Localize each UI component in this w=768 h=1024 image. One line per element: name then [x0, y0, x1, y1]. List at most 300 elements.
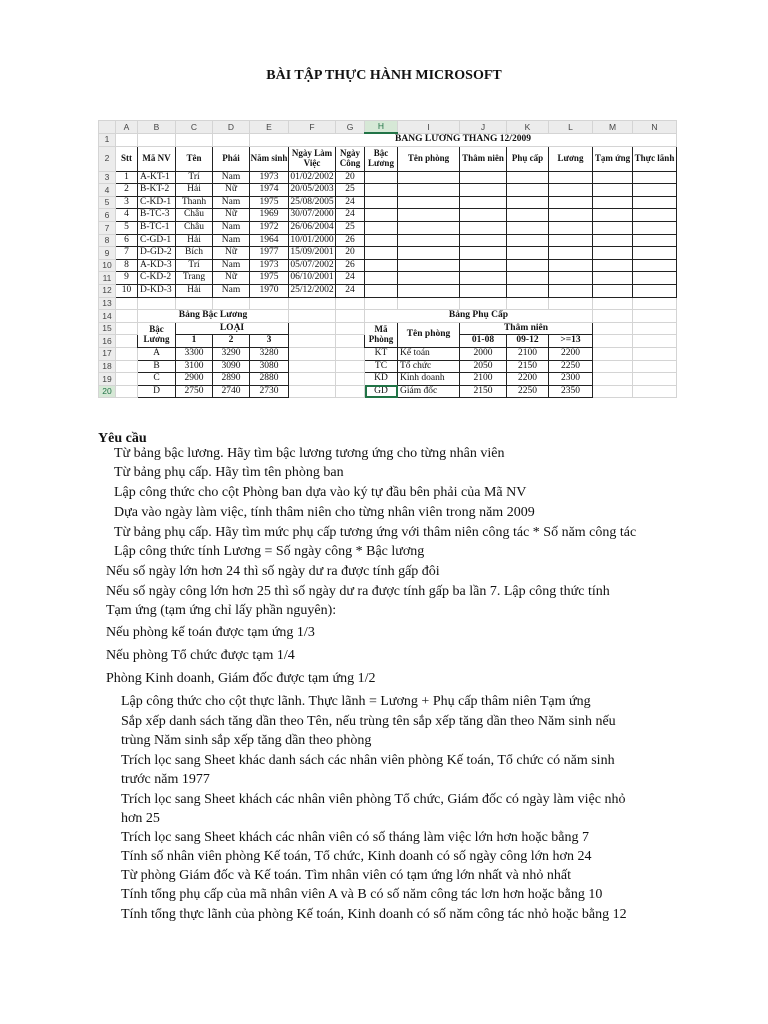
salary-table-header: Ngày Công [336, 146, 365, 171]
salary-cell: 25 [336, 184, 365, 197]
salary-cell [365, 184, 398, 197]
salary-cell: Thanh [176, 196, 213, 209]
row-number: 15 [99, 322, 116, 335]
sheet-cell [116, 360, 138, 373]
salary-cell: 24 [336, 196, 365, 209]
allowance-header: 01-08 [460, 335, 507, 348]
salary-cell: C-KD-2 [138, 272, 176, 285]
salary-cell [460, 221, 507, 234]
salary-cell [507, 184, 549, 197]
salary-cell: 20/05/2003 [289, 184, 336, 197]
salary-cell [633, 259, 677, 272]
sheet-cell [213, 133, 250, 146]
salary-cell: Nữ [213, 247, 250, 260]
salary-cell [507, 272, 549, 285]
salary-cell [593, 284, 633, 297]
salary-cell: 15/09/2001 [289, 247, 336, 260]
requirement-line: Nếu phòng Tổ chức được tạm 1/4 [106, 648, 295, 663]
requirement-line: trước năm 1977 [121, 772, 210, 787]
salary-cell [398, 171, 460, 184]
sheet-cell [336, 360, 365, 373]
row-number: 19 [99, 373, 116, 386]
salary-cell [549, 284, 593, 297]
salary-grade-cell: 3100 [176, 360, 213, 373]
salary-cell: Trí [176, 171, 213, 184]
salary-cell [549, 221, 593, 234]
requirement-line: Trích lọc sang Sheet khác danh sách các nhân viên phòng Kế toán, Tổ chức có năm sinh [121, 753, 615, 768]
salary-cell [365, 247, 398, 260]
salary-cell: A-KT-1 [138, 171, 176, 184]
salary-table-header: Mã NV [138, 146, 176, 171]
salary-cell: 26 [336, 234, 365, 247]
salary-grade-cell: 2740 [213, 385, 250, 398]
salary-grade-cell: 3290 [213, 347, 250, 360]
sheet-cell [116, 373, 138, 386]
row-number: 13 [99, 297, 116, 310]
sheet-cell [593, 310, 633, 323]
allowance-cell: 2200 [507, 373, 549, 386]
row-number: 14 [99, 310, 116, 323]
sheet-cell [289, 322, 336, 335]
column-header: D [213, 121, 250, 134]
allowance-cell: KD [365, 373, 398, 386]
row-number: 1 [99, 133, 116, 146]
requirement-line: Từ bảng phụ cấp. Hãy tìm mức phụ cấp tương ứng với thâm niên công tác * Số năm công tác [114, 525, 637, 540]
salary-cell: 24 [336, 272, 365, 285]
salary-cell: 1974 [250, 184, 289, 197]
salary-grade-cell: D [138, 385, 176, 398]
salary-cell [507, 234, 549, 247]
sheet-cell [116, 133, 138, 146]
salary-cell [593, 259, 633, 272]
row-number: 10 [99, 259, 116, 272]
requirement-line: Nếu số ngày lớn hơn 24 thì số ngày dư ra được tính gấp đôi [106, 564, 440, 579]
spreadsheet-image [98, 120, 677, 398]
salary-cell [460, 209, 507, 222]
allowance-table-title: Bảng Phụ Cấp [365, 310, 593, 323]
salary-cell [633, 196, 677, 209]
salary-table-header: Thâm niên [460, 146, 507, 171]
salary-cell [549, 184, 593, 197]
requirement-line: Phòng Kinh doanh, Giám đốc được tạm ứng 1/2 [106, 671, 376, 686]
requirement-line: Từ bảng phụ cấp. Hãy tìm tên phòng ban [114, 465, 344, 480]
salary-cell: 1969 [250, 209, 289, 222]
salary-grade-cell: 2900 [176, 373, 213, 386]
salary-cell: Nam [213, 259, 250, 272]
salary-cell [633, 247, 677, 260]
requirement-line: Lập công thức cho cột Phòng ban dựa vào ký tự đầu bên phải của Mã NV [114, 485, 527, 500]
salary-grade-header: LOẠI [176, 322, 289, 335]
column-header: N [633, 121, 677, 134]
sheet-cell [336, 335, 365, 348]
salary-cell: Nam [213, 171, 250, 184]
salary-cell: 5 [116, 221, 138, 234]
salary-grade-cell: B [138, 360, 176, 373]
sheet-cell [633, 385, 677, 398]
salary-cell: 8 [116, 259, 138, 272]
salary-cell: D-KD-3 [138, 284, 176, 297]
salary-cell [593, 184, 633, 197]
allowance-header: Mã Phòng [365, 322, 398, 347]
salary-grade-cell: 3090 [213, 360, 250, 373]
salary-cell [398, 209, 460, 222]
salary-cell: 7 [116, 247, 138, 260]
salary-cell: 1972 [250, 221, 289, 234]
row-number: 20 [99, 385, 116, 398]
salary-table-header: Tạm ứng [593, 146, 633, 171]
sheet-cell [336, 347, 365, 360]
allowance-cell: 2150 [507, 360, 549, 373]
allowance-cell: 2250 [507, 385, 549, 398]
sheet-cell [289, 297, 336, 310]
salary-table-header: Tên [176, 146, 213, 171]
requirement-line: Trích lọc sang Sheet khách các nhân viên có số tháng làm việc lớn hơn hoặc bằng 7 [121, 830, 589, 845]
sheet-cell [116, 385, 138, 398]
salary-grade-cell: 2890 [213, 373, 250, 386]
allowance-cell: 2050 [460, 360, 507, 373]
salary-cell [365, 221, 398, 234]
column-header: K [507, 121, 549, 134]
sheet-cell [336, 322, 365, 335]
salary-cell [507, 196, 549, 209]
sheet-cell [138, 133, 176, 146]
allowance-cell: 2300 [549, 373, 593, 386]
sheet-cell [593, 322, 633, 335]
salary-cell [460, 247, 507, 260]
salary-cell [507, 209, 549, 222]
column-header: E [250, 121, 289, 134]
requirement-line: Nếu phòng kế toán được tạm ứng 1/3 [106, 625, 315, 640]
salary-cell [365, 259, 398, 272]
salary-cell [365, 272, 398, 285]
salary-cell [593, 272, 633, 285]
salary-cell [549, 209, 593, 222]
salary-cell: 1977 [250, 247, 289, 260]
row-number: 4 [99, 184, 116, 197]
salary-cell: 1975 [250, 196, 289, 209]
salary-cell: Hải [176, 284, 213, 297]
sheet-cell [176, 133, 213, 146]
salary-cell [460, 259, 507, 272]
salary-cell: 6 [116, 234, 138, 247]
salary-grade-cell: 3280 [250, 347, 289, 360]
allowance-header: Thâm niên [460, 322, 593, 335]
sheet-cell [336, 310, 365, 323]
salary-cell: 24 [336, 284, 365, 297]
column-header: M [593, 121, 633, 134]
sheet-cell [116, 335, 138, 348]
row-number: 3 [99, 171, 116, 184]
sheet-cell [593, 360, 633, 373]
salary-cell: 20 [336, 171, 365, 184]
salary-cell [507, 221, 549, 234]
salary-cell: Châu [176, 209, 213, 222]
row-number: 16 [99, 335, 116, 348]
requirement-line: Từ bảng bậc lương. Hãy tìm bậc lương tương ứng cho từng nhân viên [114, 446, 505, 461]
sheet-cell [336, 297, 365, 310]
salary-cell: 9 [116, 272, 138, 285]
requirement-line: Nếu số ngày công lớn hơn 25 thì số ngày dư ra được tính gấp ba lần 7. Lập công thức tính [106, 584, 610, 599]
salary-cell [549, 259, 593, 272]
salary-cell [398, 184, 460, 197]
salary-cell: 30/07/2000 [289, 209, 336, 222]
row-number: 7 [99, 221, 116, 234]
salary-cell [593, 234, 633, 247]
sheet-cell [593, 385, 633, 398]
salary-cell [460, 234, 507, 247]
salary-cell [460, 184, 507, 197]
row-number: 12 [99, 284, 116, 297]
salary-grade-cell: 3300 [176, 347, 213, 360]
salary-cell [398, 221, 460, 234]
requirements-heading: Yêu cầu [98, 431, 147, 446]
sheet-cell [289, 360, 336, 373]
allowance-cell: Kế toán [398, 347, 460, 360]
sheet-cell [289, 335, 336, 348]
salary-cell [549, 272, 593, 285]
salary-cell [549, 196, 593, 209]
salary-cell [549, 171, 593, 184]
salary-cell: 1973 [250, 171, 289, 184]
sheet-cell [176, 297, 213, 310]
salary-cell: Nữ [213, 184, 250, 197]
sheet-cell [593, 373, 633, 386]
salary-cell: 10/01/2000 [289, 234, 336, 247]
allowance-cell: 2350 [549, 385, 593, 398]
salary-cell: Nam [213, 221, 250, 234]
sheet-cell [250, 297, 289, 310]
salary-cell [507, 259, 549, 272]
salary-cell [633, 184, 677, 197]
salary-cell: 1975 [250, 272, 289, 285]
sheet-cell [633, 335, 677, 348]
salary-cell: Nam [213, 234, 250, 247]
salary-cell [633, 171, 677, 184]
salary-table-header: Ngày Làm Việc [289, 146, 336, 171]
salary-cell [633, 221, 677, 234]
requirement-line: Lập công thức tính Lương = Số ngày công * Bậc lương [114, 544, 425, 559]
column-header: A [116, 121, 138, 134]
salary-cell: Nữ [213, 272, 250, 285]
sheet-cell [633, 347, 677, 360]
allowance-cell: 2000 [460, 347, 507, 360]
salary-table-header: Năm sinh [250, 146, 289, 171]
requirement-line: Trích lọc sang Sheet khách các nhân viên phòng Tổ chức, Giám đốc có ngày làm việc nhỏ [121, 792, 626, 807]
salary-cell: 26/06/2004 [289, 221, 336, 234]
salary-table-header: Thực lãnh [633, 146, 677, 171]
sheet-cell [336, 373, 365, 386]
salary-grade-cell: 2730 [250, 385, 289, 398]
salary-cell [365, 196, 398, 209]
salary-cell [398, 196, 460, 209]
salary-cell [507, 247, 549, 260]
sheet-cell [116, 322, 138, 335]
salary-table-header: Phụ cấp [507, 146, 549, 171]
requirement-line: Dựa vào ngày làm việc, tính thâm niên cho từng nhân viên trong năm 2009 [114, 505, 535, 520]
sheet-cell [593, 297, 633, 310]
sheet-cell [633, 373, 677, 386]
salary-cell [593, 171, 633, 184]
row-number: 17 [99, 347, 116, 360]
salary-cell [593, 196, 633, 209]
salary-cell: Nữ [213, 209, 250, 222]
salary-cell: Trí [176, 259, 213, 272]
salary-cell [365, 234, 398, 247]
salary-cell: 01/02/2002 [289, 171, 336, 184]
page-title: BÀI TẬP THỰC HÀNH MICROSOFT [266, 68, 502, 83]
salary-cell [633, 209, 677, 222]
salary-cell: 25/12/2002 [289, 284, 336, 297]
row-number: 9 [99, 247, 116, 260]
salary-cell [365, 171, 398, 184]
requirement-line: hơn 25 [121, 811, 160, 826]
salary-cell [398, 284, 460, 297]
allowance-header: 09-12 [507, 335, 549, 348]
salary-cell: 1 [116, 171, 138, 184]
salary-cell: 24 [336, 209, 365, 222]
salary-table-header: Phái [213, 146, 250, 171]
salary-grade-cell: A [138, 347, 176, 360]
salary-cell: C-GD-1 [138, 234, 176, 247]
sheet-cell [289, 310, 336, 323]
column-header: I [398, 121, 460, 134]
sheet-cell [633, 310, 677, 323]
salary-cell: D-GD-2 [138, 247, 176, 260]
allowance-cell: Tổ chức [398, 360, 460, 373]
allowance-cell: 2100 [460, 373, 507, 386]
column-header: B [138, 121, 176, 134]
salary-cell: Châu [176, 221, 213, 234]
salary-cell: 3 [116, 196, 138, 209]
salary-cell: B-KT-2 [138, 184, 176, 197]
salary-cell: A-KD-3 [138, 259, 176, 272]
salary-table-header: Stt [116, 146, 138, 171]
requirement-line: Lập công thức cho cột thực lãnh. Thực lãnh = Lương + Phụ cấp thâm niên Tạm ứng [121, 694, 591, 709]
sheet-cell [633, 322, 677, 335]
salary-cell: 20 [336, 247, 365, 260]
sheet-cell [593, 335, 633, 348]
sheet-cell [289, 373, 336, 386]
salary-grade-cell: 3080 [250, 360, 289, 373]
salary-cell: C-KD-1 [138, 196, 176, 209]
row-number: 6 [99, 209, 116, 222]
salary-cell: 26 [336, 259, 365, 272]
salary-cell: Hải [176, 234, 213, 247]
requirement-line: Từ phòng Giám đốc và Kế toán. Tìm nhân viên có tạm ứng lớn nhất và nhỏ nhất [121, 868, 572, 883]
salary-grade-table-title: Bảng Bậc Lương [138, 310, 289, 323]
sheet-cell [593, 347, 633, 360]
salary-cell [507, 284, 549, 297]
column-header: F [289, 121, 336, 134]
allowance-cell: KT [365, 347, 398, 360]
allowance-cell: GD [365, 385, 398, 398]
sheet-cell [460, 297, 507, 310]
sheet-cell [549, 297, 593, 310]
sheet-cell [213, 297, 250, 310]
column-header: L [549, 121, 593, 134]
row-number: 18 [99, 360, 116, 373]
column-header: H [365, 121, 398, 134]
salary-cell [365, 284, 398, 297]
salary-table-header: Lương [549, 146, 593, 171]
requirement-line: Tính số nhân viên phòng Kế toán, Tổ chức, Kinh doanh có số ngày công lớn hơn 24 [121, 849, 592, 864]
sheet-cell [398, 297, 460, 310]
sheet-cell [289, 347, 336, 360]
salary-cell [593, 221, 633, 234]
salary-cell [633, 234, 677, 247]
salary-cell: 25/08/2005 [289, 196, 336, 209]
allowance-cell: 2250 [549, 360, 593, 373]
salary-cell: 25 [336, 221, 365, 234]
salary-cell: B-TC-3 [138, 209, 176, 222]
allowance-header: >=13 [549, 335, 593, 348]
salary-grade-header: 2 [213, 335, 250, 348]
salary-cell [593, 247, 633, 260]
select-all-corner [99, 121, 116, 134]
row-number: 8 [99, 234, 116, 247]
salary-cell [460, 284, 507, 297]
column-header: G [336, 121, 365, 134]
salary-cell: Bích [176, 247, 213, 260]
salary-cell [460, 272, 507, 285]
salary-cell: 1964 [250, 234, 289, 247]
sheet-cell [289, 385, 336, 398]
salary-grade-cell: C [138, 373, 176, 386]
salary-cell: Trang [176, 272, 213, 285]
sheet-cell [116, 310, 138, 323]
sheet-cell [365, 297, 398, 310]
salary-cell: B-TC-1 [138, 221, 176, 234]
salary-cell: Hải [176, 184, 213, 197]
salary-cell: 4 [116, 209, 138, 222]
column-header: C [176, 121, 213, 134]
sheet-cell [116, 297, 138, 310]
allowance-cell: 2150 [460, 385, 507, 398]
salary-cell [460, 171, 507, 184]
salary-cell [549, 234, 593, 247]
allowance-cell: Kinh doanh [398, 373, 460, 386]
salary-table-title: BẢNG LƯƠNG THÁNG 12/2009 [250, 133, 677, 146]
requirement-line: Sắp xếp danh sách tăng dần theo Tên, nếu trùng tên sắp xếp tăng dần theo Năm sinh nếu [121, 714, 616, 729]
salary-cell [398, 234, 460, 247]
salary-cell: Nam [213, 196, 250, 209]
allowance-cell: 2200 [549, 347, 593, 360]
salary-cell [460, 196, 507, 209]
allowance-header: Tên phòng [398, 322, 460, 347]
salary-cell: 10 [116, 284, 138, 297]
sheet-cell [507, 297, 549, 310]
salary-cell: 2 [116, 184, 138, 197]
salary-cell [398, 247, 460, 260]
salary-cell: 1973 [250, 259, 289, 272]
row-number: 2 [99, 146, 116, 171]
salary-cell: Nam [213, 284, 250, 297]
sheet-cell [633, 297, 677, 310]
row-number: 11 [99, 272, 116, 285]
sheet-cell [116, 347, 138, 360]
requirement-line: Tính tổng phụ cấp của mã nhân viên A và B có số năm công tác lơn hơn hoặc bằng 10 [121, 887, 603, 902]
allowance-cell: Giám đốc [398, 385, 460, 398]
salary-cell [398, 272, 460, 285]
salary-table-header: Bậc Lương [365, 146, 398, 171]
salary-cell [507, 171, 549, 184]
allowance-cell: TC [365, 360, 398, 373]
salary-table-header: Tên phòng [398, 146, 460, 171]
salary-grade-cell: 2750 [176, 385, 213, 398]
sheet-cell [336, 385, 365, 398]
salary-cell [398, 259, 460, 272]
salary-cell [633, 284, 677, 297]
